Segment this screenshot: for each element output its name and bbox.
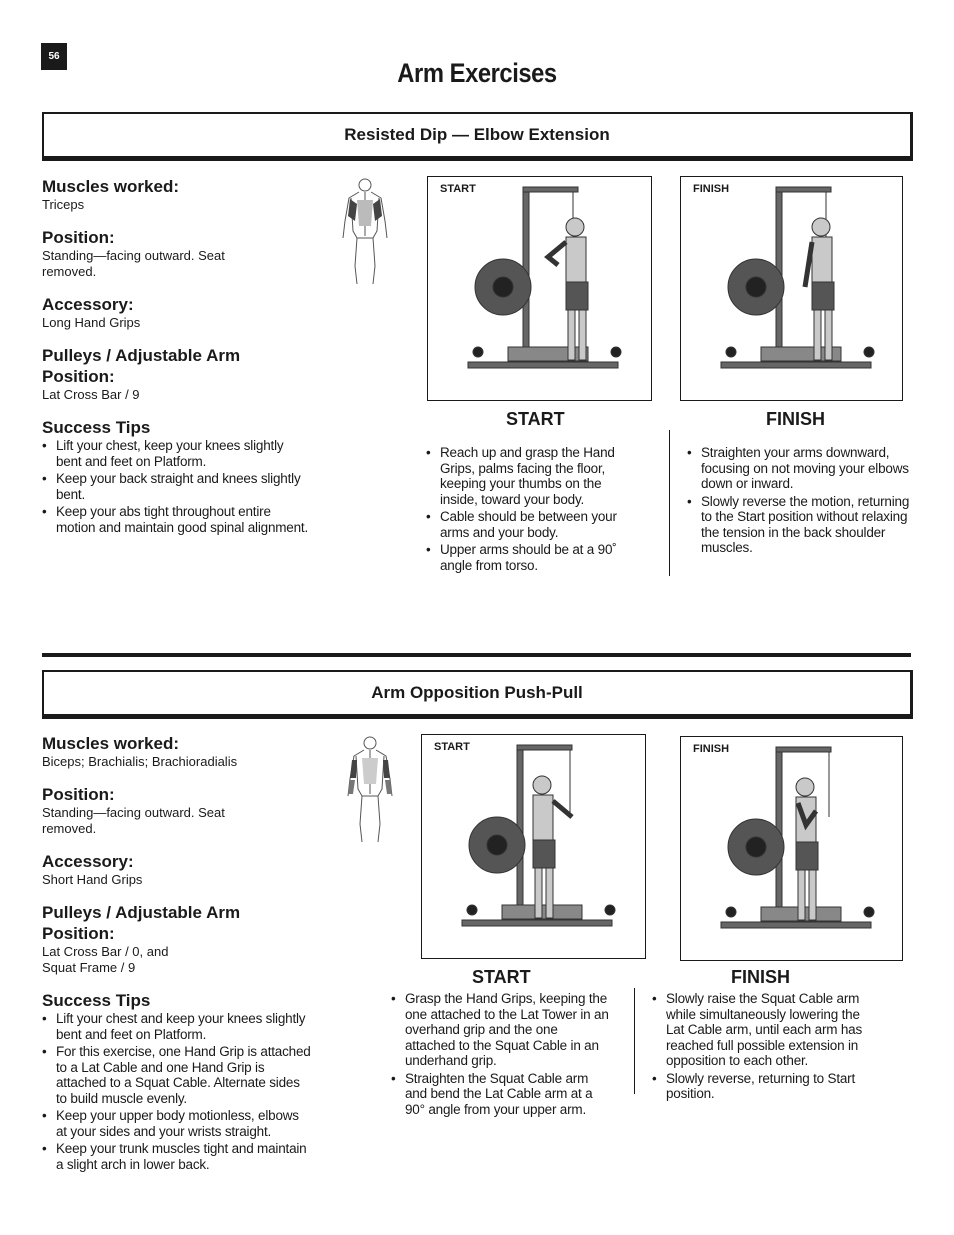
accessory-label: Accessory: <box>42 295 134 314</box>
step-item: • Slowly reverse, returning to Start position. <box>652 1071 880 1102</box>
position-label: Position: <box>42 785 115 804</box>
position-value: Standing—facing outward. Seat removed. <box>42 248 225 279</box>
tip-item: • For this exercise, one Hand Grip is attached to a Lat Cable and one Hand Grip is attached to a Squat Cable. Alternate sides to build muscle evenly. <box>42 1044 312 1106</box>
step-item: • Grasp the Hand Grips, keeping the one attached to the Lat Tower in an overhand grip and the one attached to the Squat Cable in an underhand grip. <box>391 991 611 1069</box>
exercise-1-info <box>42 176 312 537</box>
muscles-value: Biceps; Brachialis; Brachioradialis <box>42 754 238 769</box>
step-item: • Cable should be between your arms and your body. <box>426 509 641 540</box>
finish-tag: FINISH <box>693 183 730 195</box>
exercise-1-finish-photo <box>680 176 903 401</box>
tip-item: • Keep your abs tight throughout entire motion and maintain good spinal alignment. <box>42 504 312 535</box>
finish-steps <box>687 445 912 558</box>
finish-title: FINISH <box>766 409 826 429</box>
tip-item: • Keep your upper body motionless, elbows at your sides and your wrists straight. <box>42 1108 312 1139</box>
finish-steps <box>652 991 880 1104</box>
finish-title: FINISH <box>731 967 791 987</box>
step-item: • Upper arms should be at a 90˚ angle from torso. <box>426 542 641 573</box>
muscles-label: Muscles worked: <box>42 734 179 753</box>
muscles-label: Muscles worked: <box>42 177 179 196</box>
start-steps <box>426 445 641 575</box>
step-item: • Straighten your arms downward, focusing on not moving your elbows down or inward. <box>687 445 912 492</box>
tips-label: Success Tips <box>42 991 151 1010</box>
step-item: • Slowly raise the Squat Cable arm while simultaneously lowering the Lat Cable arm, until each arm has reached full possible extension in opposition to each other. <box>652 991 880 1069</box>
pulleys-line: Lat Cross Bar / 9 <box>42 387 140 402</box>
accessory-value: Short Hand Grips <box>42 872 143 887</box>
machine-illustration <box>681 177 902 400</box>
pulleys-value <box>42 944 312 976</box>
column-divider <box>634 988 635 1094</box>
muscles-value: Triceps <box>42 197 85 212</box>
tips-label: Success Tips <box>42 418 151 437</box>
tip-item: • Lift your chest and keep your knees slightly bent and feet on Platform. <box>42 1011 312 1042</box>
pulleys-label: Pulleys / Adjustable Arm Position: <box>42 346 241 386</box>
tips-list <box>42 1011 312 1172</box>
muscle-diagram-front <box>342 734 398 844</box>
column-divider <box>669 430 670 576</box>
position-label: Position: <box>42 228 115 247</box>
page-number: 56 <box>41 43 67 70</box>
step-item: • Straighten the Squat Cable arm and bend the Lat Cable arm at a 90° angle from your upper arm. <box>391 1071 611 1118</box>
page-title: Arm Exercises <box>397 58 557 88</box>
start-title: START <box>472 967 531 987</box>
machine-illustration <box>428 177 651 400</box>
start-title: START <box>506 409 565 429</box>
pulleys-value <box>42 387 312 403</box>
machine-illustration <box>681 737 902 960</box>
exercise-2-finish-photo <box>680 736 903 961</box>
start-tag: START <box>440 183 476 195</box>
step-item: • Reach up and grasp the Hand Grips, palms facing the floor, keeping your thumbs on the inside, toward your body. <box>426 445 641 507</box>
muscle-diagram-back <box>337 176 393 286</box>
tip-item: • Keep your back straight and knees slightly bent. <box>42 471 312 502</box>
start-steps <box>391 991 611 1119</box>
finish-tag: FINISH <box>693 743 730 755</box>
pulleys-line: Squat Frame / 9 <box>42 960 136 975</box>
start-tag: START <box>434 741 470 753</box>
exercise-2-info <box>42 733 312 1174</box>
step-item: • Slowly reverse the motion, returning to the Start position without relaxing the tension in the back shoulder muscles. <box>687 494 912 556</box>
tip-item: • Lift your chest, keep your knees slightly bent and feet on Platform. <box>42 438 312 469</box>
exercise-2-start-photo <box>421 734 646 959</box>
exercise-2-header: Arm Opposition Push-Pull <box>42 670 913 719</box>
accessory-value: Long Hand Grips <box>42 315 141 330</box>
tips-list <box>42 438 312 535</box>
position-value: Standing—facing outward. Seat removed. <box>42 805 225 836</box>
pulleys-line: Lat Cross Bar / 0, and <box>42 944 169 959</box>
accessory-label: Accessory: <box>42 852 134 871</box>
exercise-1-header: Resisted Dip — Elbow Extension <box>42 112 913 161</box>
tip-item: • Keep your trunk muscles tight and maintain a slight arch in lower back. <box>42 1141 312 1172</box>
pulleys-label: Pulleys / Adjustable Arm Position: <box>42 903 241 943</box>
exercise-1-start-photo <box>427 176 652 401</box>
machine-illustration <box>422 735 645 958</box>
section-divider <box>42 653 911 657</box>
